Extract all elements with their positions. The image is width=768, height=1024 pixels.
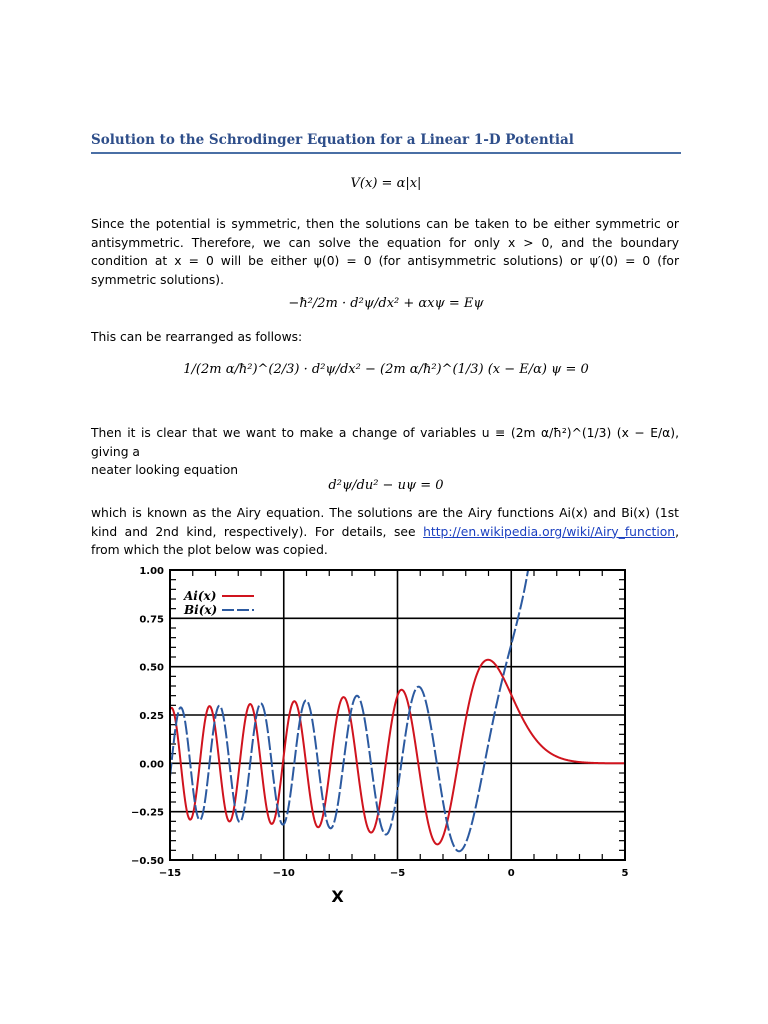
- paragraph-airy-functions: which is known as the Airy equation. The solutions are the Airy functions Ai(x) and Bi(x) (1st kind and 2nd kind, respectively). For details, see http://en.wikipedia.org/wiki/Airy_function, from which the plot below was copied.: [91, 506, 679, 557]
- schrodinger-equation: −ħ²/2m · d²ψ/dx² + αxψ = Eψ: [288, 296, 484, 311]
- airy-function-plot: [110, 566, 630, 916]
- y-tick-label: 0.00: [139, 759, 164, 771]
- legend-label-ai: Ai(x): [184, 589, 217, 603]
- x-tick-label: 5: [621, 868, 629, 879]
- x-tick-label: 0: [507, 868, 515, 879]
- y-tick-label: 1.00: [139, 566, 164, 577]
- paragraph-symmetry: Since the potential is symmetric, then the solutions can be taken to be either symmetric or antisymmetric. Therefore, we can solve the equation for only x > 0, and the boundary condition at x = 0 will be either ψ(0) = 0 (for antisymmetric solutions) or ψ′(0) = 0 (for symmetric solutions).: [91, 217, 679, 287]
- rearranged-equation: 1/(2m α/ħ²)^(2/3) · d²ψ/dx² − (2m α/ħ²)^(1/3) (x − E/α) ψ = 0: [183, 362, 589, 377]
- plot-legend: [183, 589, 254, 617]
- x-axis-label: X: [331, 887, 344, 906]
- y-tick-label: 0.25: [139, 711, 164, 722]
- y-tick-label: 0.75: [139, 614, 164, 626]
- y-tick-label: −0.25: [130, 807, 164, 819]
- x-tick-label: −10: [272, 868, 295, 879]
- plot-grid: [170, 570, 625, 860]
- airy-wikipedia-link[interactable]: http://en.wikipedia.org/wiki/Airy_function: [423, 524, 676, 539]
- paragraph-rearranged: This can be rearranged as follows:: [91, 330, 303, 344]
- legend-label-bi: Bi(x): [184, 603, 218, 617]
- airy-equation: d²ψ/du² − uψ = 0: [328, 478, 444, 493]
- y-tick-label: −0.50: [130, 856, 164, 867]
- potential-equation: V(x) = α|x|: [350, 176, 422, 191]
- section-heading: Solution to the Schrodinger Equation for a Linear 1-D Potential: [91, 132, 681, 154]
- paragraph-change-variables: Then it is clear that we want to make a change of variables u ≡ (2m α/ħ²)^(1/3) (x − E/α), giving a neater looking equation: [91, 426, 679, 477]
- y-tick-label: 0.50: [139, 662, 164, 674]
- x-tick-label: −15: [158, 868, 182, 879]
- x-tick-label: −5: [389, 868, 406, 879]
